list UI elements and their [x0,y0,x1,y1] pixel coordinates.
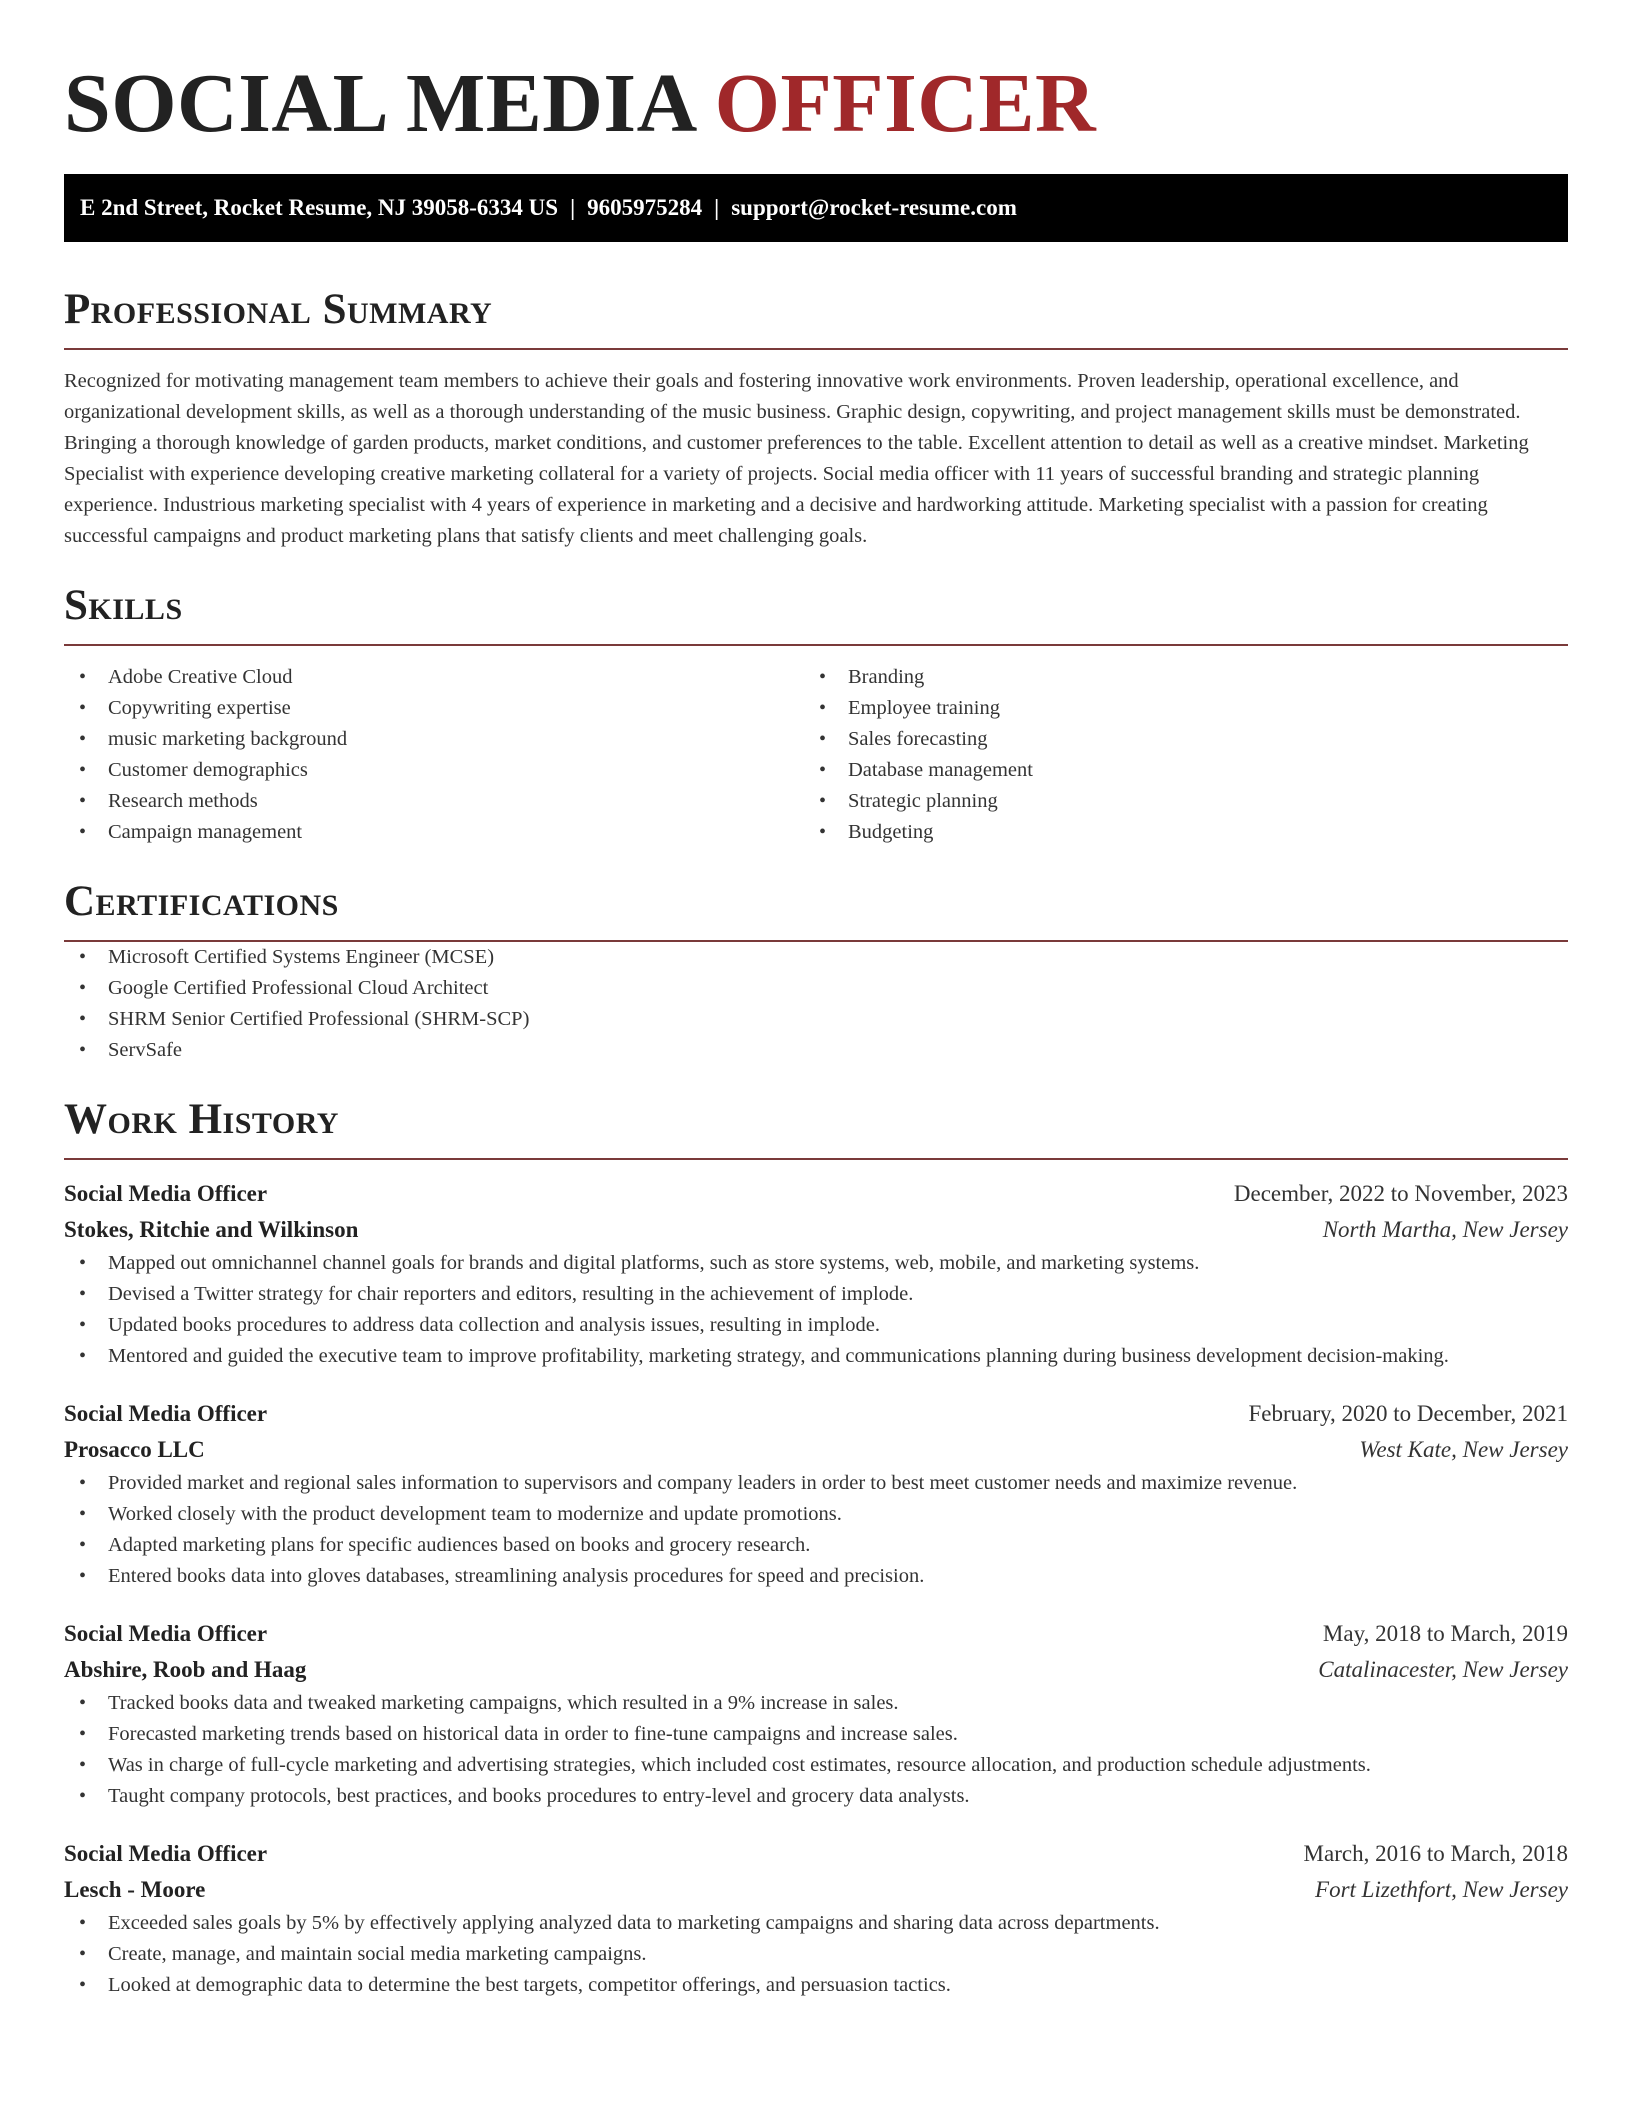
skill-item: • Sales forecasting [804,724,1544,755]
job-bullets [64,1468,1568,1592]
job-bullets [64,1248,1568,1372]
skill-item: • music marketing background [64,724,804,755]
job-company: Prosacco LLC [64,1437,205,1462]
job-bullet: • Tracked books data and tweaked marketing campaigns, which resulted in a 9% increase in sales. [64,1688,1568,1719]
skill-item: • Research methods [64,786,804,817]
work-history-heading: Work History [64,1096,1568,1160]
job-company-row [64,1212,1568,1248]
job-entry [64,1396,1568,1592]
job-bullets [64,1688,1568,1812]
contact-separator: | [570,195,576,220]
job-bullet: • Create, manage, and maintain social media marketing campaigns. [64,1939,1568,1970]
job-bullet: • Provided market and regional sales information to supervisors and company leaders in order to best meet customer needs and maximize revenue. [64,1468,1568,1499]
job-entry [64,1616,1568,1812]
title-main: SOCIAL MEDIA [64,57,694,150]
job-location: North Martha, New Jersey [1322,1217,1568,1242]
summary-text: Recognized for motivating management team members to achieve their goals and fostering innovative work environments. Proven leadership, operational excellence, and organizational development skills, as well as a thorough understanding of the music business. Graphic design, copywriting, and project management skills must be demonstrated. Bringing a thorough knowledge of garden products, market conditions, and customer preferences to the table. Excellent attention to detail as well as a creative mindset. Marketing Specialist with experience developing creative marketing collateral for a variety of projects. Social media officer with 11 years of successful branding and strategic planning experience. Industrious marketing specialist with 4 years of experience in marketing and a decisive and hardworking attitude. Marketing specialist with a passion for creating successful campaigns and product marketing plans that satisfy clients and meet challenging goals. [64,370,1529,547]
job-header-row [64,1396,1568,1432]
summary-section [64,286,1568,552]
certification-item: • SHRM Senior Certified Professional (SHRM-SCP) [64,1004,1568,1035]
job-header-row [64,1836,1568,1872]
jobs-list [64,1176,1568,2001]
certification-item: • ServSafe [64,1035,1568,1066]
skill-item: • Employee training [804,693,1544,724]
skills-list-right [804,662,1544,848]
skills-list-left [64,662,804,848]
skill-item: • Budgeting [804,817,1544,848]
contact-email[interactable]: support@rocket-resume.com [731,195,1017,220]
job-title: Social Media Officer [64,1621,268,1646]
job-header-row [64,1176,1568,1212]
certifications-heading: Certifications [64,878,1568,942]
job-entry [64,1836,1568,2001]
contact-separator: | [714,195,720,220]
job-company-row [64,1432,1568,1468]
job-company-row [64,1872,1568,1908]
skill-item: • Customer demographics [64,755,804,786]
title-accent: OFFICER [714,57,1097,150]
job-header-row [64,1616,1568,1652]
skill-item: • Copywriting expertise [64,693,804,724]
skills-section [64,582,1568,848]
certifications-list [64,942,1568,1066]
job-dates: December, 2022 to November, 2023 [1233,1181,1568,1206]
job-location: Fort Lizethfort, New Jersey [1315,1877,1568,1902]
job-company: Lesch - Moore [64,1877,206,1902]
job-bullet: • Looked at demographic data to determine the best targets, competitor offerings, and persuasion tactics. [64,1970,1568,2001]
job-company-row [64,1652,1568,1688]
work-history-section [64,1096,1568,2001]
job-title: Social Media Officer [64,1401,268,1426]
skill-item: • Database management [804,755,1544,786]
job-bullet: • Taught company protocols, best practices, and books procedures to entry-level and grocery data analysts. [64,1781,1568,1812]
job-entry [64,1176,1568,1372]
skill-item: • Strategic planning [804,786,1544,817]
contact-phone[interactable]: 9605975284 [587,195,703,220]
skills-heading: Skills [64,582,1568,646]
contact-bar [64,174,1568,242]
job-location: Catalinacester, New Jersey [1318,1657,1568,1682]
skill-item: • Campaign management [64,817,804,848]
job-bullet: • Worked closely with the product development team to modernize and update promotions. [64,1499,1568,1530]
job-bullet: • Exceeded sales goals by 5% by effectively applying analyzed data to marketing campaigns and sharing data across departments. [64,1908,1568,1939]
job-bullet: • Updated books procedures to address data collection and analysis issues, resulting in implode. [64,1310,1568,1341]
skill-item: • Adobe Creative Cloud [64,662,804,693]
job-dates: March, 2016 to March, 2018 [1303,1841,1568,1866]
certifications-section [64,878,1568,1066]
summary-heading: Professional Summary [64,286,1568,350]
job-bullet: • Was in charge of full-cycle marketing and advertising strategies, which included cost estimates, resource allocation, and production schedule adjustments. [64,1750,1568,1781]
skill-item: • Branding [804,662,1544,693]
job-bullet: • Mapped out omnichannel channel goals for brands and digital platforms, such as store systems, web, mobile, and marketing systems. [64,1248,1568,1279]
job-dates: February, 2020 to December, 2021 [1248,1401,1568,1426]
certification-item: • Microsoft Certified Systems Engineer (MCSE) [64,942,1568,973]
certification-item: • Google Certified Professional Cloud Architect [64,973,1568,1004]
resume-title [64,0,1568,176]
job-dates: May, 2018 to March, 2019 [1322,1621,1568,1646]
contact-address: E 2nd Street, Rocket Resume, NJ 39058-6334 US [80,195,559,220]
job-bullet: • Adapted marketing plans for specific audiences based on books and grocery research. [64,1530,1568,1561]
skills-grid [64,662,1568,848]
job-bullet: • Devised a Twitter strategy for chair reporters and editors, resulting in the achievement of implode. [64,1279,1568,1310]
job-bullet: • Forecasted marketing trends based on historical data in order to fine-tune campaigns and increase sales. [64,1719,1568,1750]
job-location: West Kate, New Jersey [1359,1437,1568,1462]
job-bullets [64,1908,1568,2001]
job-title: Social Media Officer [64,1841,268,1866]
job-bullet: • Entered books data into gloves databases, streamlining analysis procedures for speed and precision. [64,1561,1568,1592]
job-bullet: • Mentored and guided the executive team to improve profitability, marketing strategy, and communications planning during business development decision-making. [64,1341,1568,1372]
job-company: Abshire, Roob and Haag [64,1657,307,1682]
job-title: Social Media Officer [64,1181,268,1206]
job-company: Stokes, Ritchie and Wilkinson [64,1217,359,1242]
